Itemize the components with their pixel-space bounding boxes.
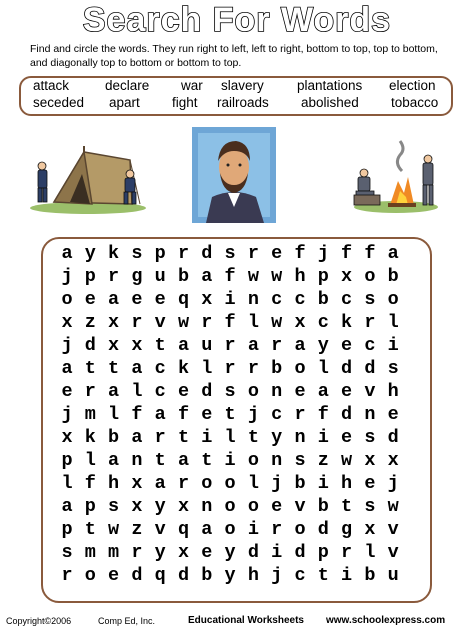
grid-letter[interactable]: i [317,427,329,448]
grid-letter[interactable]: s [364,427,376,448]
grid-letter[interactable]: r [294,404,306,425]
copyright-text: Copyright©2006 [6,616,72,626]
grid-letter[interactable]: e [108,565,120,586]
grid-letter[interactable]: k [108,243,120,264]
grid-letter[interactable]: p [61,450,73,471]
grid-letter[interactable]: k [341,312,353,333]
grid-letter[interactable]: a [154,473,166,494]
grid-letter[interactable]: e [341,427,353,448]
grid-letter[interactable]: d [317,519,329,540]
grid-letter[interactable]: s [387,358,399,379]
grid-letter[interactable]: t [201,450,213,471]
grid-letter[interactable]: l [224,427,236,448]
grid-letter[interactable]: e [154,289,166,310]
grid-letter[interactable]: p [84,496,96,517]
grid-letter[interactable]: j [61,404,73,425]
grid-letter[interactable]: s [364,496,376,517]
grid-letter[interactable]: w [247,266,259,287]
grid-letter[interactable]: r [271,519,283,540]
grid-letter[interactable]: x [364,519,376,540]
grid-letter[interactable]: a [61,243,73,264]
grid-letter[interactable]: b [108,427,120,448]
grid-letter[interactable]: b [294,473,306,494]
grid-letter[interactable]: d [341,404,353,425]
grid-letter[interactable]: l [364,542,376,563]
grid-letter[interactable]: d [364,358,376,379]
grid-letter[interactable]: r [177,243,190,264]
grid-letter[interactable]: a [108,381,120,402]
grid-letter[interactable]: y [271,427,283,448]
grid-letter[interactable]: b [317,289,329,310]
grid-letter[interactable]: n [271,381,283,402]
grid-letter[interactable]: r [247,243,259,264]
grid-letter[interactable]: p [84,266,96,287]
grid-letter[interactable]: o [294,358,306,379]
grid-letter[interactable]: k [177,358,190,379]
grid-letter[interactable]: h [108,473,120,494]
grid-letter[interactable]: f [317,404,329,425]
grid-letter[interactable]: r [131,312,143,333]
grid-letter[interactable]: w [108,519,120,540]
grid-letter[interactable]: x [108,335,120,356]
grid-letter[interactable]: x [364,450,376,471]
grid-letter[interactable]: y [84,243,96,264]
grid-letter[interactable]: j [61,266,73,287]
company-text: Comp Ed, Inc. [98,616,156,626]
grid-letter[interactable]: c [271,289,283,310]
grid-letter[interactable]: p [317,266,329,287]
grid-letter[interactable]: a [177,335,190,356]
grid-letter[interactable]: f [177,404,190,425]
grid-letter[interactable]: r [247,358,259,379]
grid-letter[interactable]: w [271,312,283,333]
grid-letter[interactable]: w [387,496,399,517]
grid-letter[interactable]: i [201,427,213,448]
grid-letter[interactable]: g [131,266,143,287]
grid-letter[interactable]: e [364,473,376,494]
grid-letter[interactable]: s [294,450,306,471]
grid-letter[interactable]: s [61,542,73,563]
grid-letter[interactable]: y [317,335,329,356]
grid-letter[interactable]: r [61,565,73,586]
grid-letter[interactable]: z [84,312,96,333]
grid-letter[interactable]: n [247,289,259,310]
grid-letter[interactable]: e [294,381,306,402]
grid-letter[interactable]: m [84,542,96,563]
grid-letter[interactable]: t [224,404,236,425]
grid-letter[interactable]: f [364,243,376,264]
grid-letter[interactable]: c [294,565,306,586]
grid-letter[interactable]: y [224,542,236,563]
grid-letter[interactable]: e [341,335,353,356]
grid-letter[interactable]: o [61,289,73,310]
grid-letter[interactable]: f [294,243,306,264]
grid-letter[interactable]: m [84,404,96,425]
grid-letter[interactable]: r [224,358,236,379]
grid-letter[interactable]: v [294,496,306,517]
grid-letter[interactable]: c [317,312,329,333]
grid-letter[interactable]: e [271,496,283,517]
grid-letter[interactable]: o [201,473,213,494]
grid-letter[interactable]: d [341,358,353,379]
grid-letter[interactable]: o [247,381,259,402]
grid-letter[interactable]: e [61,381,73,402]
grid-letter[interactable]: w [341,450,353,471]
grid-letter[interactable]: y [154,496,166,517]
grid-letter[interactable]: d [201,243,213,264]
grid-letter[interactable]: t [247,427,259,448]
grid-letter[interactable]: x [61,427,73,448]
grid-letter[interactable]: h [387,381,399,402]
instructions: Find and circle the words. They run right to left, left to right, bottom to top, top to bottom, and diagonally top to bottom or bottom to top. [30,43,438,69]
grid-letter[interactable]: e [177,381,190,402]
grid-letter[interactable]: x [177,542,190,563]
grid-letter[interactable]: i [247,519,259,540]
grid-letter[interactable]: a [387,243,399,264]
grid-letter[interactable]: l [317,358,329,379]
grid-letter[interactable]: c [154,381,166,402]
grid-letter[interactable]: g [341,519,353,540]
grid-letter[interactable]: e [341,381,353,402]
grid-letter[interactable]: q [177,519,190,540]
grid-letter[interactable]: d [247,542,259,563]
grid-letter[interactable]: a [177,450,190,471]
grid-letter[interactable]: j [271,473,283,494]
grid-letter[interactable]: v [387,542,399,563]
grid-letter[interactable]: a [294,335,306,356]
grid-letter[interactable]: c [341,289,353,310]
grid-letter[interactable]: r [108,266,120,287]
grid-letter[interactable]: i [317,473,329,494]
grid-letter[interactable]: a [131,358,143,379]
grid-letter[interactable]: a [317,381,329,402]
grid-letter[interactable]: b [177,266,190,287]
grid-letter[interactable]: s [131,243,143,264]
grid-letter[interactable]: j [387,473,399,494]
grid-letter[interactable]: a [61,358,73,379]
grid-letter[interactable]: y [224,565,236,586]
grid-letter[interactable]: c [154,358,166,379]
grid-letter[interactable]: z [317,450,329,471]
grid-letter[interactable]: l [387,312,399,333]
grid-letter[interactable]: j [61,335,73,356]
grid-letter[interactable]: x [108,312,120,333]
grid-letter[interactable]: h [294,266,306,287]
grid-letter[interactable]: t [341,496,353,517]
word-item: plantations [297,78,363,93]
grid-letter[interactable]: a [131,427,143,448]
lincoln-portrait-illustration [192,127,276,223]
word-item: apart [109,95,140,110]
grid-letter[interactable]: x [131,496,143,517]
grid-letter[interactable]: u [201,335,213,356]
word-item: seceded [33,95,85,110]
grid-letter[interactable]: i [224,289,236,310]
word-item: war [181,78,203,93]
grid-letter[interactable]: n [294,427,306,448]
page-title: Search For Words [82,1,392,39]
grid-letter[interactable]: d [294,542,306,563]
grid-letter[interactable]: r [201,312,213,333]
word-item: railroads [217,95,269,110]
grid-letter[interactable]: c [271,404,283,425]
grid-letter[interactable]: a [154,404,166,425]
word-item: election [389,78,436,93]
grid-letter[interactable]: w [271,266,283,287]
grid-letter[interactable]: o [224,473,236,494]
grid-letter[interactable]: f [131,404,143,425]
grid-letter[interactable]: j [247,404,259,425]
grid-letter[interactable]: p [154,243,166,264]
grid-letter[interactable]: o [247,496,259,517]
grid-letter[interactable]: a [201,266,213,287]
grid-letter[interactable]: i [341,565,353,586]
grid-letter[interactable]: u [387,565,399,586]
grid-letter[interactable]: i [271,542,283,563]
grid-letter[interactable]: t [154,450,166,471]
grid-letter[interactable]: h [247,565,259,586]
grid-letter[interactable]: d [201,381,213,402]
grid-letter[interactable]: b [364,565,376,586]
grid-letter[interactable]: l [108,404,120,425]
grid-letter[interactable]: t [84,519,96,540]
grid-letter[interactable]: t [177,427,190,448]
grid-letter[interactable]: c [364,335,376,356]
grid-letter[interactable]: j [271,565,283,586]
grid-letter[interactable]: a [201,519,213,540]
grid-letter[interactable]: b [271,358,283,379]
grid-letter[interactable]: q [177,289,190,310]
grid-letter[interactable]: p [61,519,73,540]
grid-letter[interactable]: s [108,496,120,517]
grid-letter[interactable]: e [387,404,399,425]
grid-letter[interactable]: x [131,335,143,356]
word-item: abolished [301,95,359,110]
grid-letter[interactable]: x [177,496,190,517]
word-item: fight [172,95,198,110]
grid-letter[interactable]: y [154,542,166,563]
word-search-grid [41,237,432,603]
grid-letter[interactable]: s [364,289,376,310]
grid-letter[interactable]: x [61,312,73,333]
grid-letter[interactable]: f [84,473,96,494]
grid-letter[interactable]: o [294,519,306,540]
grid-letter[interactable]: a [247,335,259,356]
word-list-box [19,76,453,116]
grid-letter[interactable]: r [271,335,283,356]
grid-letter[interactable]: o [387,289,399,310]
grid-letter[interactable]: x [294,312,306,333]
grid-letter[interactable]: a [108,289,120,310]
grid-letter[interactable]: e [271,243,283,264]
grid-letter[interactable]: o [84,565,96,586]
grid-letter[interactable]: b [387,266,399,287]
grid-letter[interactable]: o [364,266,376,287]
grid-letter[interactable]: f [224,312,236,333]
grid-letter[interactable]: l [247,312,259,333]
grid-letter[interactable]: r [341,542,353,563]
grid-letter[interactable]: l [247,473,259,494]
grid-letter[interactable]: w [177,312,190,333]
grid-letter[interactable]: k [84,427,96,448]
grid-letter[interactable]: x [131,473,143,494]
grid-letter[interactable]: l [201,358,213,379]
grid-letter[interactable]: d [177,565,190,586]
grid-letter[interactable]: u [154,266,166,287]
grid-letter[interactable]: x [201,289,213,310]
grid-letter[interactable]: r [131,542,143,563]
grid-letter[interactable]: e [84,289,96,310]
grid-letter[interactable]: r [177,473,190,494]
grid-letter[interactable]: q [154,565,166,586]
grid-letter[interactable]: r [364,312,376,333]
grid-letter[interactable]: j [317,243,329,264]
grid-letter[interactable]: t [317,565,329,586]
grid-letter[interactable]: f [341,243,353,264]
site-url: www.schoolexpress.com [326,615,446,626]
grid-letter[interactable]: b [201,565,213,586]
grid-letter[interactable]: d [131,565,143,586]
word-item: declare [105,78,150,93]
word-item: tobacco [391,95,439,110]
grid-letter[interactable]: b [317,496,329,517]
grid-letter[interactable]: m [108,542,120,563]
grid-letter[interactable]: v [154,519,166,540]
grid-letter[interactable]: o [224,496,236,517]
grid-letter[interactable]: e [131,289,143,310]
grid-letter[interactable]: r [224,335,236,356]
grid-letter[interactable]: a [61,496,73,517]
grid-letter[interactable]: l [84,450,96,471]
grid-letter[interactable]: s [224,243,236,264]
grid-letter[interactable]: x [387,450,399,471]
grid-letter[interactable]: v [364,381,376,402]
grid-letter[interactable]: t [84,358,96,379]
grid-letter[interactable]: p [317,542,329,563]
grid-letter[interactable]: l [61,473,73,494]
grid-letter[interactable]: i [224,450,236,471]
grid-letter[interactable]: x [341,266,353,287]
campfire-soldiers-illustration [350,135,440,215]
grid-letter[interactable]: t [108,358,120,379]
grid-letter[interactable]: e [201,404,213,425]
tent-soldiers-illustration [26,138,148,216]
grid-letter[interactable]: n [271,450,283,471]
grid-letter[interactable]: n [364,404,376,425]
grid-letter[interactable]: f [224,266,236,287]
grid-letter[interactable]: l [131,381,143,402]
grid-letter[interactable]: d [84,335,96,356]
grid-letter[interactable]: o [224,519,236,540]
grid-letter[interactable]: t [154,335,166,356]
grid-letter[interactable]: h [341,473,353,494]
grid-letter[interactable]: i [387,335,399,356]
grid-letter[interactable]: c [294,289,306,310]
word-item: attack [33,78,70,93]
grid-letter[interactable]: r [84,381,96,402]
word-item: slavery [221,78,264,93]
worksheets-label: Educational Worksheets [188,615,304,626]
grid-letter[interactable]: s [224,381,236,402]
grid-letter[interactable]: d [387,427,399,448]
grid-letter[interactable]: v [387,519,399,540]
grid-letter[interactable]: a [108,450,120,471]
grid-letter[interactable]: z [131,519,143,540]
grid-letter[interactable]: e [201,542,213,563]
grid-letter[interactable]: v [154,312,166,333]
grid-letter[interactable]: o [247,450,259,471]
grid-letter[interactable]: n [201,496,213,517]
grid-letter[interactable]: r [154,427,166,448]
grid-letter[interactable]: n [131,450,143,471]
